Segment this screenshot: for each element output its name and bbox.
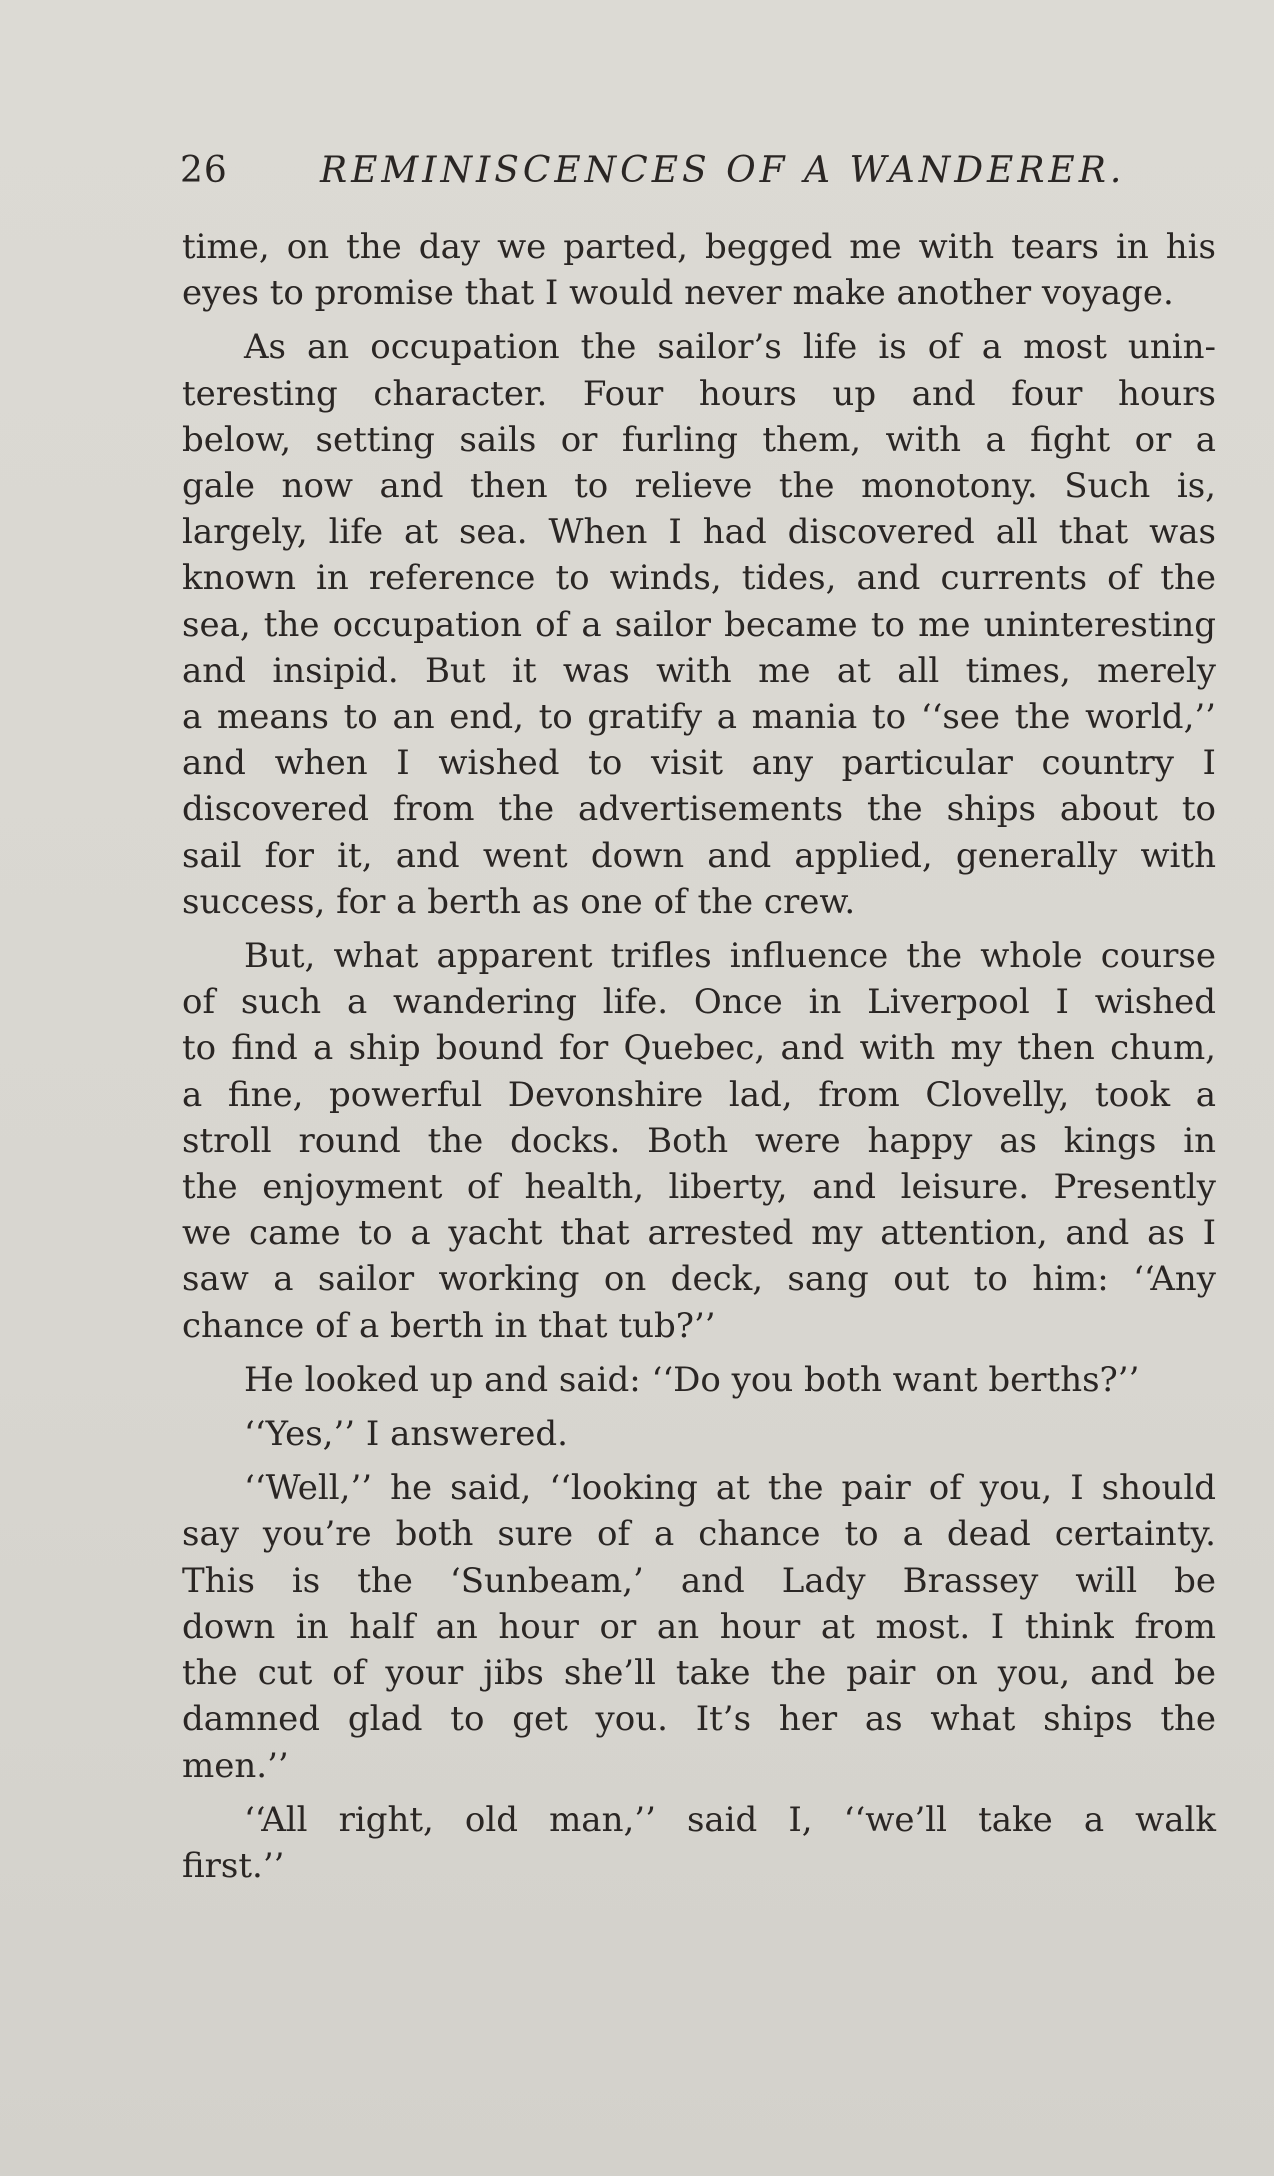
text-line: largely, life at sea. When I had discovered all that was (182, 512, 1216, 553)
text-line: known in reference to winds, tides, and currents of the (182, 558, 1216, 599)
text-line: discovered from the advertisements the ships about to (182, 789, 1216, 830)
text-line: the cut of your jibs she’ll take the pair on you, and be (182, 1653, 1216, 1694)
text-line: a fine, powerful Devonshire lad, from Clovelly, took a (182, 1074, 1216, 1115)
paragraph (182, 1797, 1216, 1889)
text-line: below, setting sails or furling them, with a fight or a (182, 419, 1216, 460)
text-line: gale now and then to relieve the monotony. Such is, (182, 466, 1216, 507)
paragraph (182, 1465, 1216, 1788)
text-line: and when I wished to visit any particular country I (182, 743, 1216, 784)
text-line: sail for it, and went down and applied, generally with (182, 835, 1216, 876)
paragraph (182, 224, 1216, 316)
text-line: ‘‘Yes,’’ I answered. (244, 1414, 568, 1455)
text-line: This is the ‘Sunbeam,’ and Lady Brassey will be (182, 1560, 1216, 1601)
text-line: sea, the occupation of a sailor became to me uninteresting (182, 604, 1216, 645)
paragraph (182, 1411, 1216, 1457)
body-text (182, 224, 1216, 1897)
text-line: of such a wandering life. Once in Liverpool I wished (182, 982, 1216, 1023)
text-line: He looked up and said: ‘‘Do you both want berths?’’ (244, 1359, 1140, 1400)
text-line: first.’’ (182, 1845, 285, 1886)
text-line: ‘‘Well,’’ he said, ‘‘looking at the pair of you, I should (244, 1468, 1216, 1509)
text-line: say you’re both sure of a chance to a dead certainty. (182, 1514, 1216, 1555)
text-line: ‘‘All right, old man,’’ said I, ‘‘we’ll take a walk (244, 1799, 1216, 1840)
paragraph (182, 1357, 1216, 1403)
text-line: But, what apparent trifles influence the whole course (244, 936, 1216, 977)
running-head (180, 150, 1126, 194)
text-line: we came to a yacht that arrested my attention, and as I (182, 1213, 1216, 1254)
text-line: the enjoyment of health, liberty, and leisure. Presently (182, 1167, 1216, 1208)
text-line: chance of a berth in that tub?’’ (182, 1305, 716, 1346)
text-line: men.’’ (182, 1745, 289, 1786)
paragraph (182, 324, 1216, 925)
text-line: down in half an hour or an hour at most. I think from (182, 1606, 1216, 1647)
text-line: damned glad to get you. It’s her as what ships the (182, 1699, 1216, 1740)
text-line: to find a ship bound for Quebec, and with my then chum, (182, 1028, 1216, 1069)
text-line: saw a sailor working on deck, sang out to him: ‘‘Any (182, 1259, 1216, 1300)
paragraph (182, 933, 1216, 1349)
text-line: time, on the day we parted, begged me with tears in his (182, 227, 1216, 267)
text-line: As an occupation the sailor’s life is of a most unin- (244, 327, 1216, 368)
text-line: teresting character. Four hours up and four hours (182, 373, 1216, 414)
text-line: eyes to promise that I would never make another voyage. (182, 273, 1174, 314)
running-title: REMINISCENCES OF A WANDERER. (320, 150, 1126, 191)
text-line: and insipid. But it was with me at all times, merely (182, 650, 1216, 691)
text-line: a means to an end, to gratify a mania to ‘‘see the world,’’ (182, 697, 1216, 738)
text-line: success, for a berth as one of the crew. (182, 881, 856, 922)
text-line: stroll round the docks. Both were happy as kings in (182, 1120, 1216, 1161)
page-number: 26 (180, 150, 228, 191)
